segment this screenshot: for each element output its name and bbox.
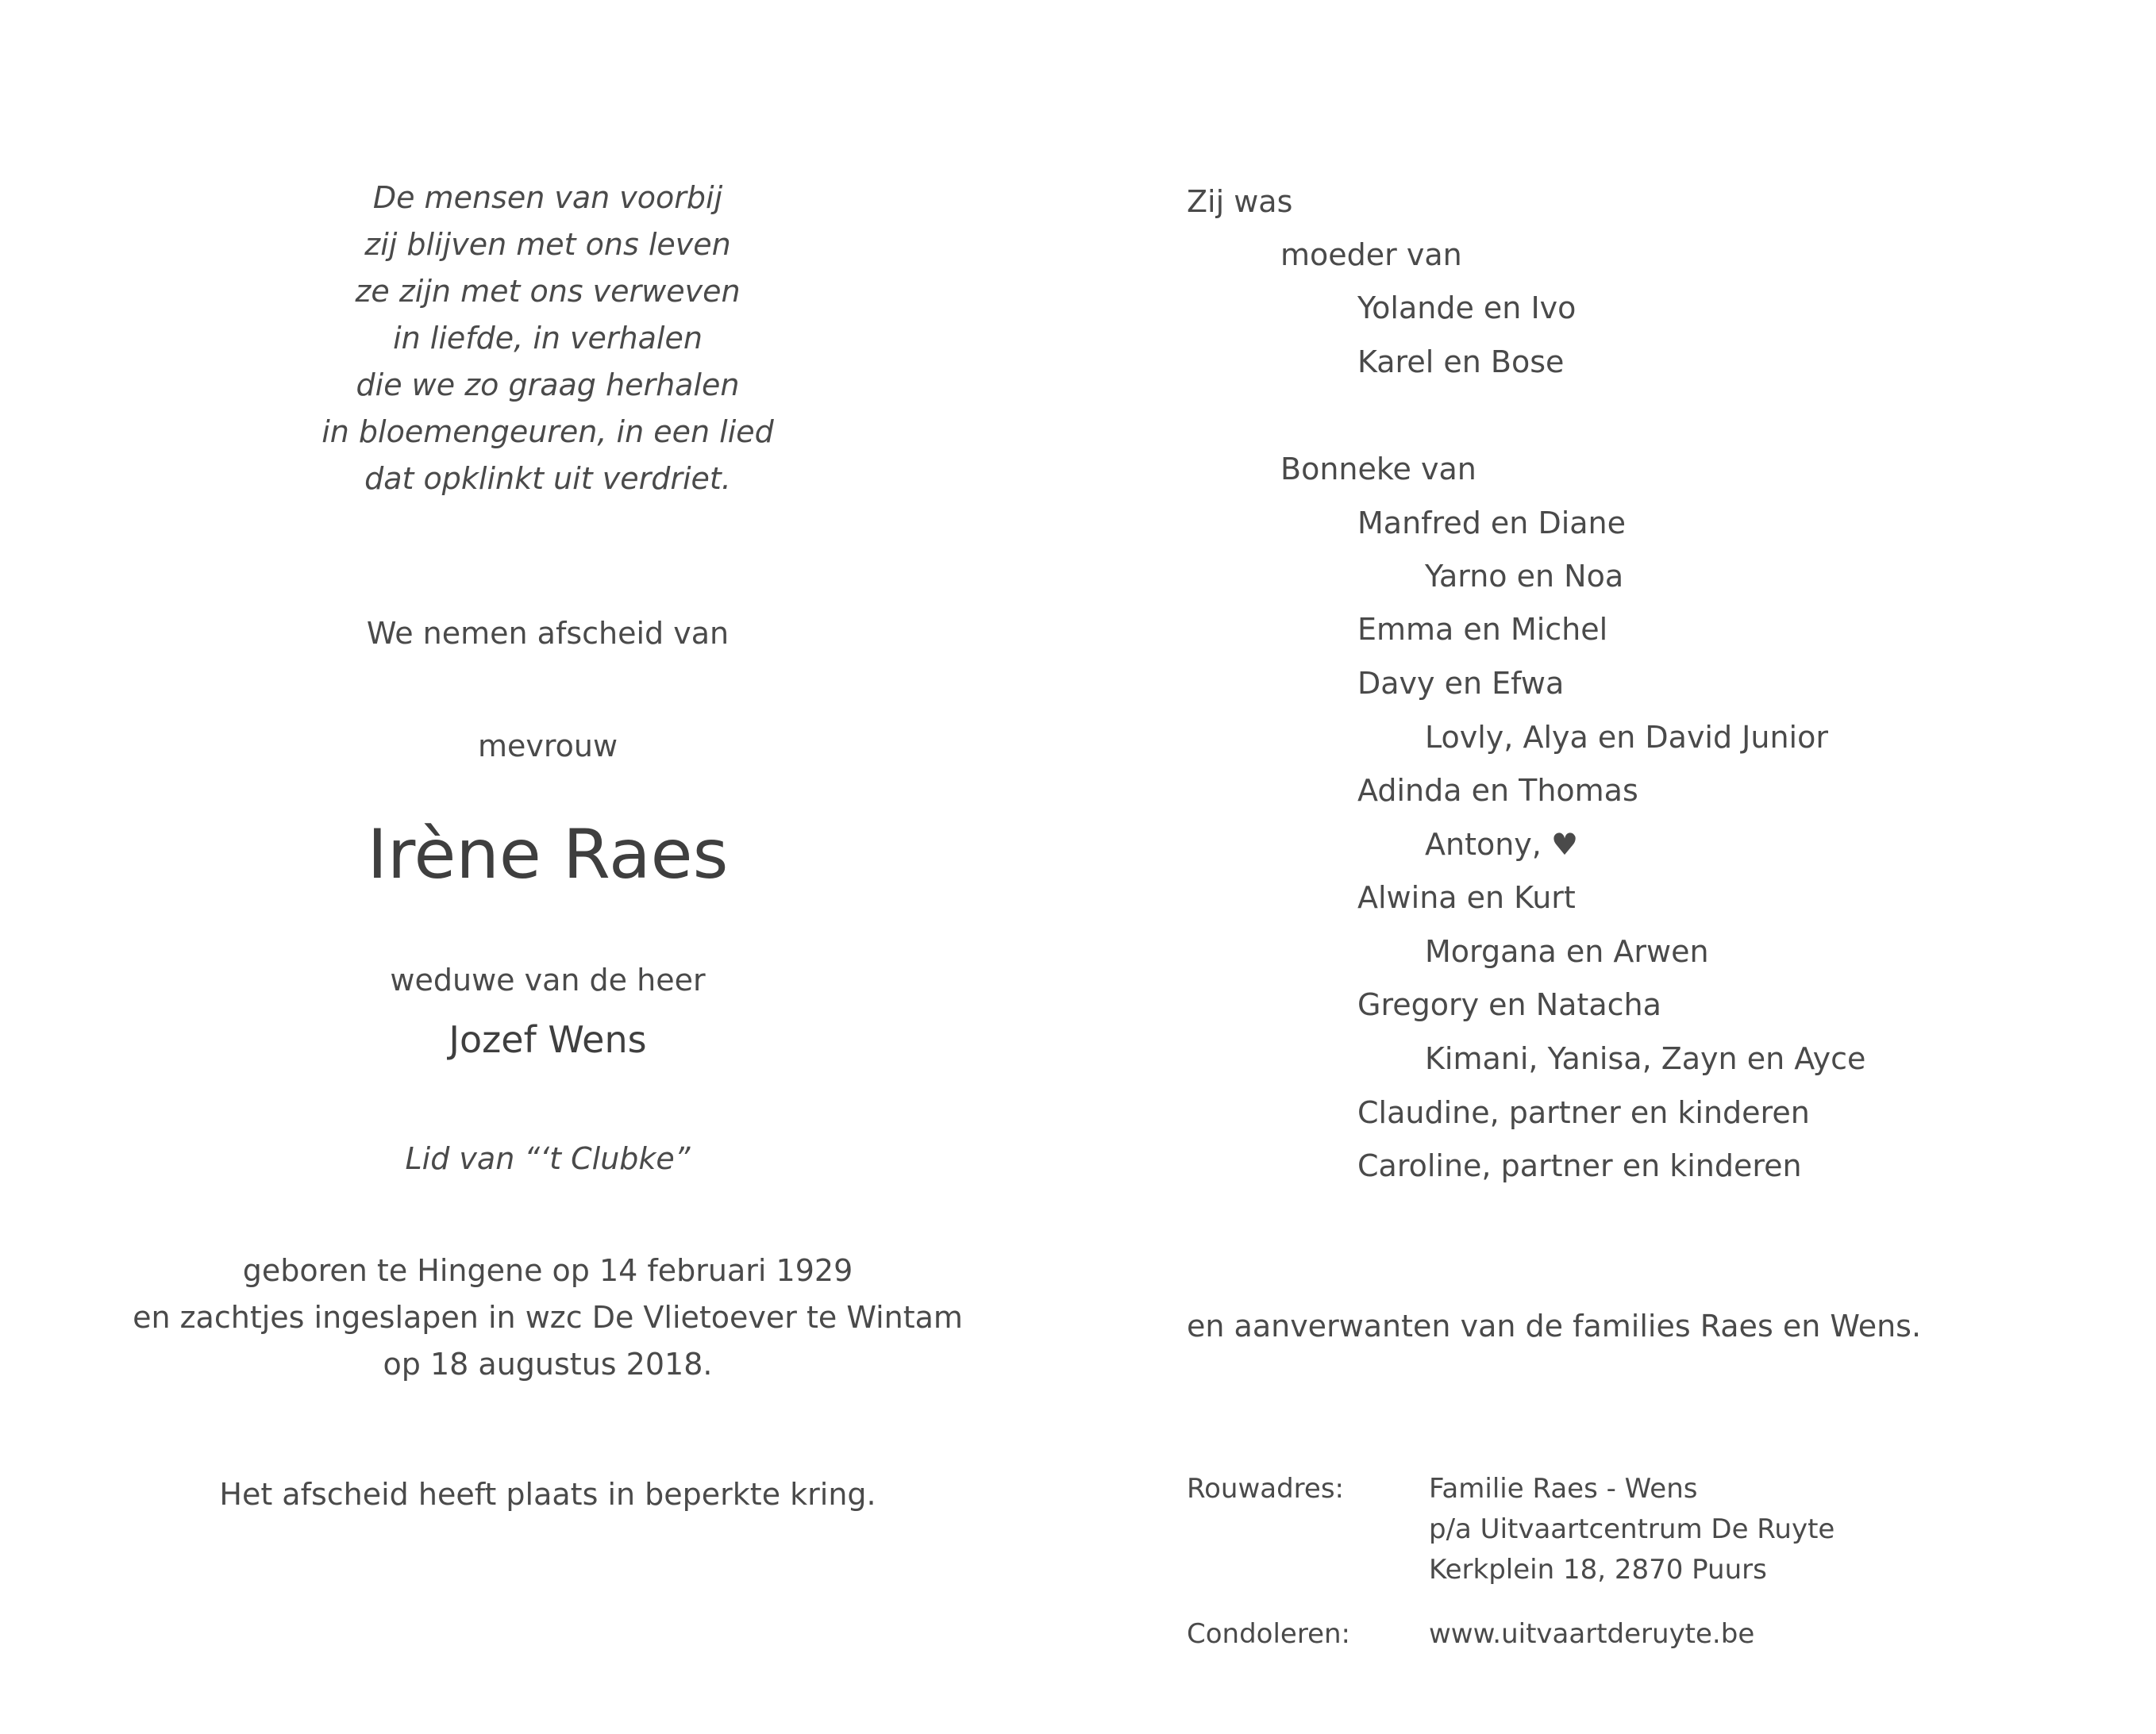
great-grandchildren: Yarno en Noa	[1425, 559, 1624, 594]
farewell-intro: We nemen afscheid van	[366, 616, 730, 651]
condolence-link[interactable]: www.uitvaartderuyte.be	[1429, 1618, 1755, 1650]
great-grandchildren: Morgana en Arwen	[1425, 934, 1709, 969]
child-name: Karel en Bose	[1357, 344, 1565, 379]
mother-of-label: moeder van	[1280, 237, 1462, 272]
grandchild-name: Davy en Efwa	[1357, 666, 1565, 701]
great-grandchildren: Antony, ♥	[1425, 827, 1579, 862]
address-line: p/a Uitvaartcentrum De Ruyte	[1429, 1513, 1835, 1545]
grandchild-name: Gregory en Natacha	[1357, 987, 1661, 1022]
death-date-line: op 18 augustus 2018.	[383, 1347, 713, 1382]
spouse-name: Jozef Wens	[449, 1018, 647, 1061]
address-line: Familie Raes - Wens	[1429, 1473, 1698, 1505]
grandchild-name: Manfred en Diane	[1357, 506, 1627, 540]
grandchild-name: Caroline, partner en kinderen	[1357, 1148, 1802, 1183]
relatives-line: en aanverwanten van de families Raes en Wens.	[1187, 1309, 1922, 1344]
membership: Lid van “‘t Clubke”	[405, 1141, 691, 1176]
grandchild-name: Adinda en Thomas	[1357, 773, 1638, 808]
poem-line: in bloemengeuren, in een lied	[321, 414, 774, 449]
grandma-of-label: Bonneke van	[1280, 452, 1476, 486]
honorific: mevrouw	[477, 729, 618, 763]
address-label: Rouwadres:	[1187, 1473, 1344, 1505]
poem-line: zij blijven met ons leven	[364, 227, 731, 262]
grandchild-name: Alwina en Kurt	[1357, 880, 1576, 915]
death-line: en zachtjes ingeslapen in wzc De Vlietoever te Wintam	[133, 1300, 963, 1335]
right-intro: Zij was	[1187, 184, 1293, 219]
grandchild-name: Emma en Michel	[1357, 612, 1608, 647]
condolence-label: Condoleren:	[1187, 1618, 1350, 1650]
poem-line: ze zijn met ons verweven	[355, 274, 741, 309]
left-column	[103, 175, 992, 502]
address-line: Kerkplein 18, 2870 Puurs	[1429, 1554, 1767, 1586]
poem	[103, 175, 992, 502]
farewell-note: Het afscheid heeft plaats in beperkte kring.	[219, 1477, 876, 1512]
widow-of: weduwe van de heer	[390, 963, 706, 998]
great-grandchildren: Lovly, Alya en David Junior	[1425, 720, 1828, 755]
deceased-name: Irène Raes	[367, 815, 729, 894]
poem-line: in liefde, in verhalen	[393, 321, 703, 356]
birth-death-info	[103, 1248, 992, 1388]
poem-line: die we zo graag herhalen	[356, 367, 740, 402]
great-grandchildren: Kimani, Yanisa, Zayn en Ayce	[1425, 1041, 1866, 1076]
birth-line: geboren te Hingene op 14 februari 1929	[242, 1253, 853, 1288]
child-name: Yolande en Ivo	[1357, 290, 1577, 325]
grandchild-name: Claudine, partner en kinderen	[1357, 1095, 1810, 1130]
poem-line: De mensen van voorbij	[372, 180, 723, 215]
poem-line: dat opklinkt uit verdriet.	[364, 461, 731, 496]
